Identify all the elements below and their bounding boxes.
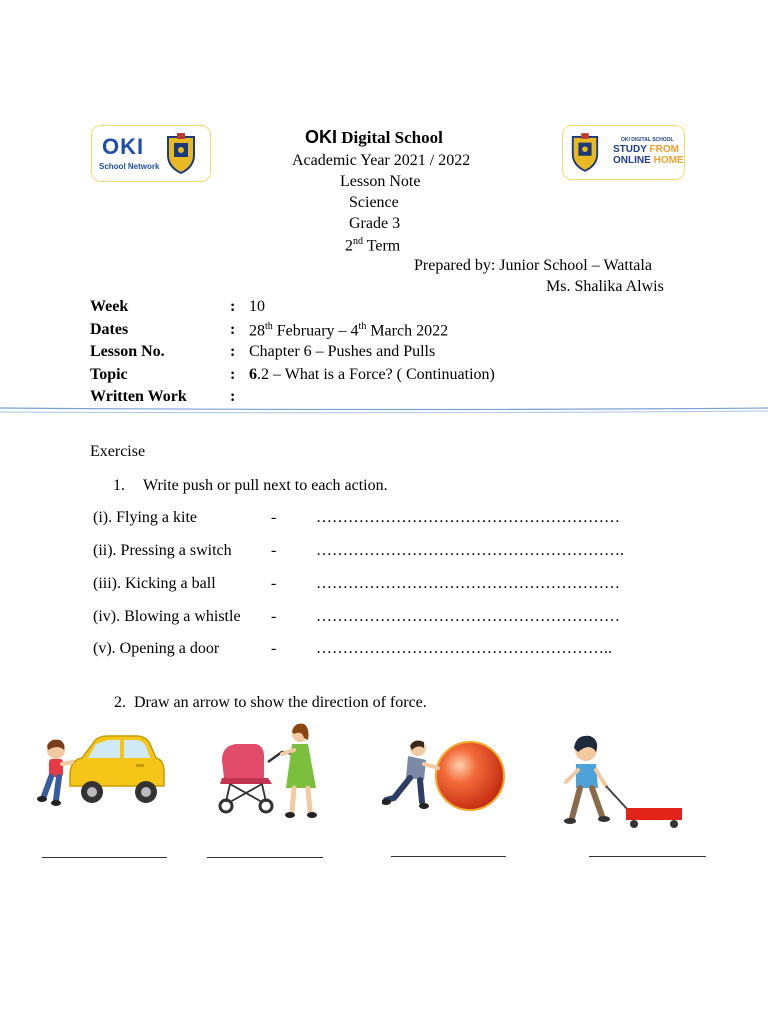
lesson-label: Lesson No. [90,343,165,360]
academic-year: Academic Year 2021 / 2022 [292,152,471,169]
item-dash: - [271,542,277,559]
exercise-heading: Exercise [90,443,146,460]
grade: Grade 3 [349,215,401,232]
written-work-label: Written Work [90,388,187,405]
item-dash: - [271,608,277,625]
boy-pushing-car-picture [36,730,168,812]
answer-line-1[interactable] [42,857,167,858]
list-item: (iii). Kicking a ball [93,575,216,592]
teacher-name: Ms. Shalika Alwis [546,278,664,295]
school-title [305,127,443,148]
answer-blank[interactable]: ……………………………………………….. [316,640,612,657]
week-label: Week [90,298,129,315]
study-from-line: STUDY FROM [613,144,679,155]
week-value: 10 [249,298,265,315]
colon: : [230,321,236,338]
answer-line-2[interactable] [207,857,323,858]
oki-brand-text: OKI [102,134,145,159]
crest-icon [569,131,601,173]
item-dash: - [271,640,277,657]
prepared-by: Prepared by: Junior School – Wattala [414,257,652,274]
answer-line-3[interactable] [391,856,506,857]
study-from-home-logo [562,125,685,180]
subject: Science [349,194,399,211]
lesson-value: Chapter 6 – Pushes and Pulls [249,343,436,360]
oki-school-network-logo [91,125,211,182]
oki-digital-school-small-text: OKI DIGITAL SCHOOL [621,137,674,143]
list-item: (i). Flying a kite [93,509,197,526]
answer-line-4[interactable] [589,856,706,857]
doc-type: Lesson Note [340,173,421,190]
colon: : [230,343,236,360]
term: 2nd Term [345,236,401,255]
oki-brand-wordmark: OKI [305,127,338,147]
answer-blank[interactable]: ………………………………………………… [316,575,620,592]
list-item: (iv). Blowing a whistle [93,608,241,625]
boy-pushing-ball-picture [382,738,508,818]
dates-value: 28th February – 4th March 2022 [249,321,449,340]
school-name: Digital School [337,128,443,147]
item-dash: - [271,575,277,592]
topic-value: 6.2 – What is a Force? ( Continuation) [249,366,495,383]
answer-blank[interactable]: ………………………………………………… [316,608,620,625]
question-2: 2. Draw an arrow to show the direction of force. [114,694,427,711]
school-network-caption: School Network [99,162,160,171]
section-divider [0,404,768,416]
answer-blank[interactable]: ………………………………………………… [316,509,620,526]
colon: : [230,366,236,383]
colon: : [230,298,236,315]
item-dash: - [271,509,277,526]
boy-pulling-wagon-picture [556,730,686,830]
crest-icon [164,131,198,175]
dates-label: Dates [90,321,129,338]
woman-pushing-pram-picture [212,722,324,822]
online-home-line: ONLINE HOME [613,155,684,166]
list-item: (ii). Pressing a switch [93,542,232,559]
list-item: (v). Opening a door [93,640,220,657]
colon: : [230,388,236,405]
topic-label: Topic [90,366,128,383]
question-1: 1. Write push or pull next to each action. [113,477,388,494]
answer-blank[interactable]: …………………………………………………. [316,542,624,559]
